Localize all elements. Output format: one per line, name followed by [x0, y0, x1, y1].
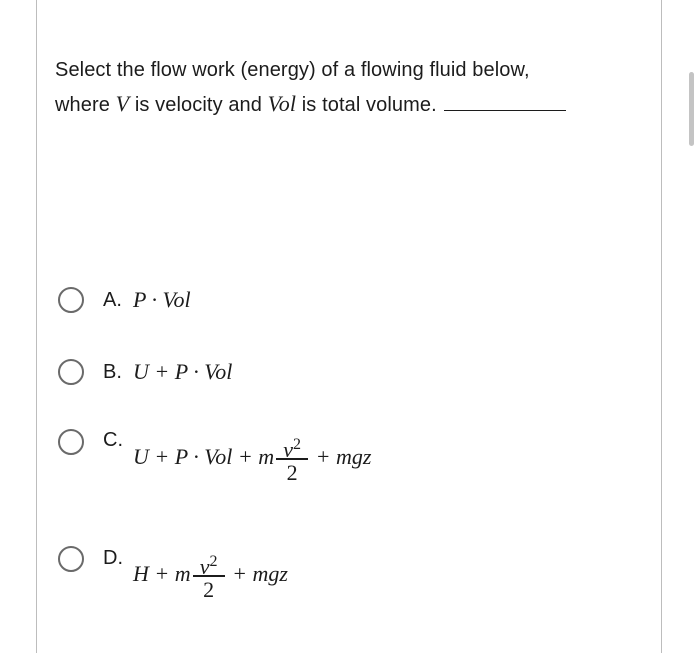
option-c-fraction [276, 432, 308, 486]
option-d-radio[interactable] [58, 546, 84, 572]
option-c-lhs: U + P · Vol + m [133, 443, 275, 469]
option-d-lhs: H + m [133, 560, 191, 586]
option-c-exponent: 2 [293, 436, 301, 453]
option-d-letter: D. [103, 547, 123, 569]
question-text-velocity: is velocity and [134, 94, 262, 116]
option-b-radio[interactable] [58, 359, 84, 385]
option-a-expression: P · Vol [133, 287, 191, 312]
question-line-2 [55, 87, 615, 122]
card-left-border [36, 0, 37, 653]
option-b-letter: B. [103, 361, 122, 383]
option-a-letter: A. [103, 289, 122, 311]
option-d-numerator: v [199, 554, 210, 579]
option-d-expression [133, 549, 288, 603]
question-line-1: Select the flow work (energy) of a flowing fluid below, [55, 59, 530, 81]
answer-blank [444, 109, 566, 111]
option-a-radio[interactable] [58, 287, 84, 313]
card-right-border [661, 0, 662, 653]
option-c-expression [133, 432, 371, 486]
option-d-exponent: 2 [209, 553, 218, 570]
option-c-numerator: v [283, 437, 293, 462]
option-c-rhs: + mgz [315, 443, 372, 469]
question-text-volume: is total volume. [301, 94, 437, 116]
option-c-radio[interactable] [58, 429, 84, 455]
scrollbar-thumb[interactable] [689, 72, 694, 146]
option-b-expression: U + P · Vol [133, 359, 233, 384]
option-d-fraction [193, 549, 225, 603]
var-velocity: V [115, 91, 130, 116]
var-volume: Vol [267, 91, 297, 116]
question-text [55, 54, 615, 122]
question-text-where: where [55, 94, 110, 116]
option-d-rhs: + mgz [232, 560, 288, 586]
option-c-letter: C. [103, 429, 123, 451]
option-c-denominator: 2 [286, 459, 298, 485]
option-d-denominator: 2 [203, 576, 215, 602]
